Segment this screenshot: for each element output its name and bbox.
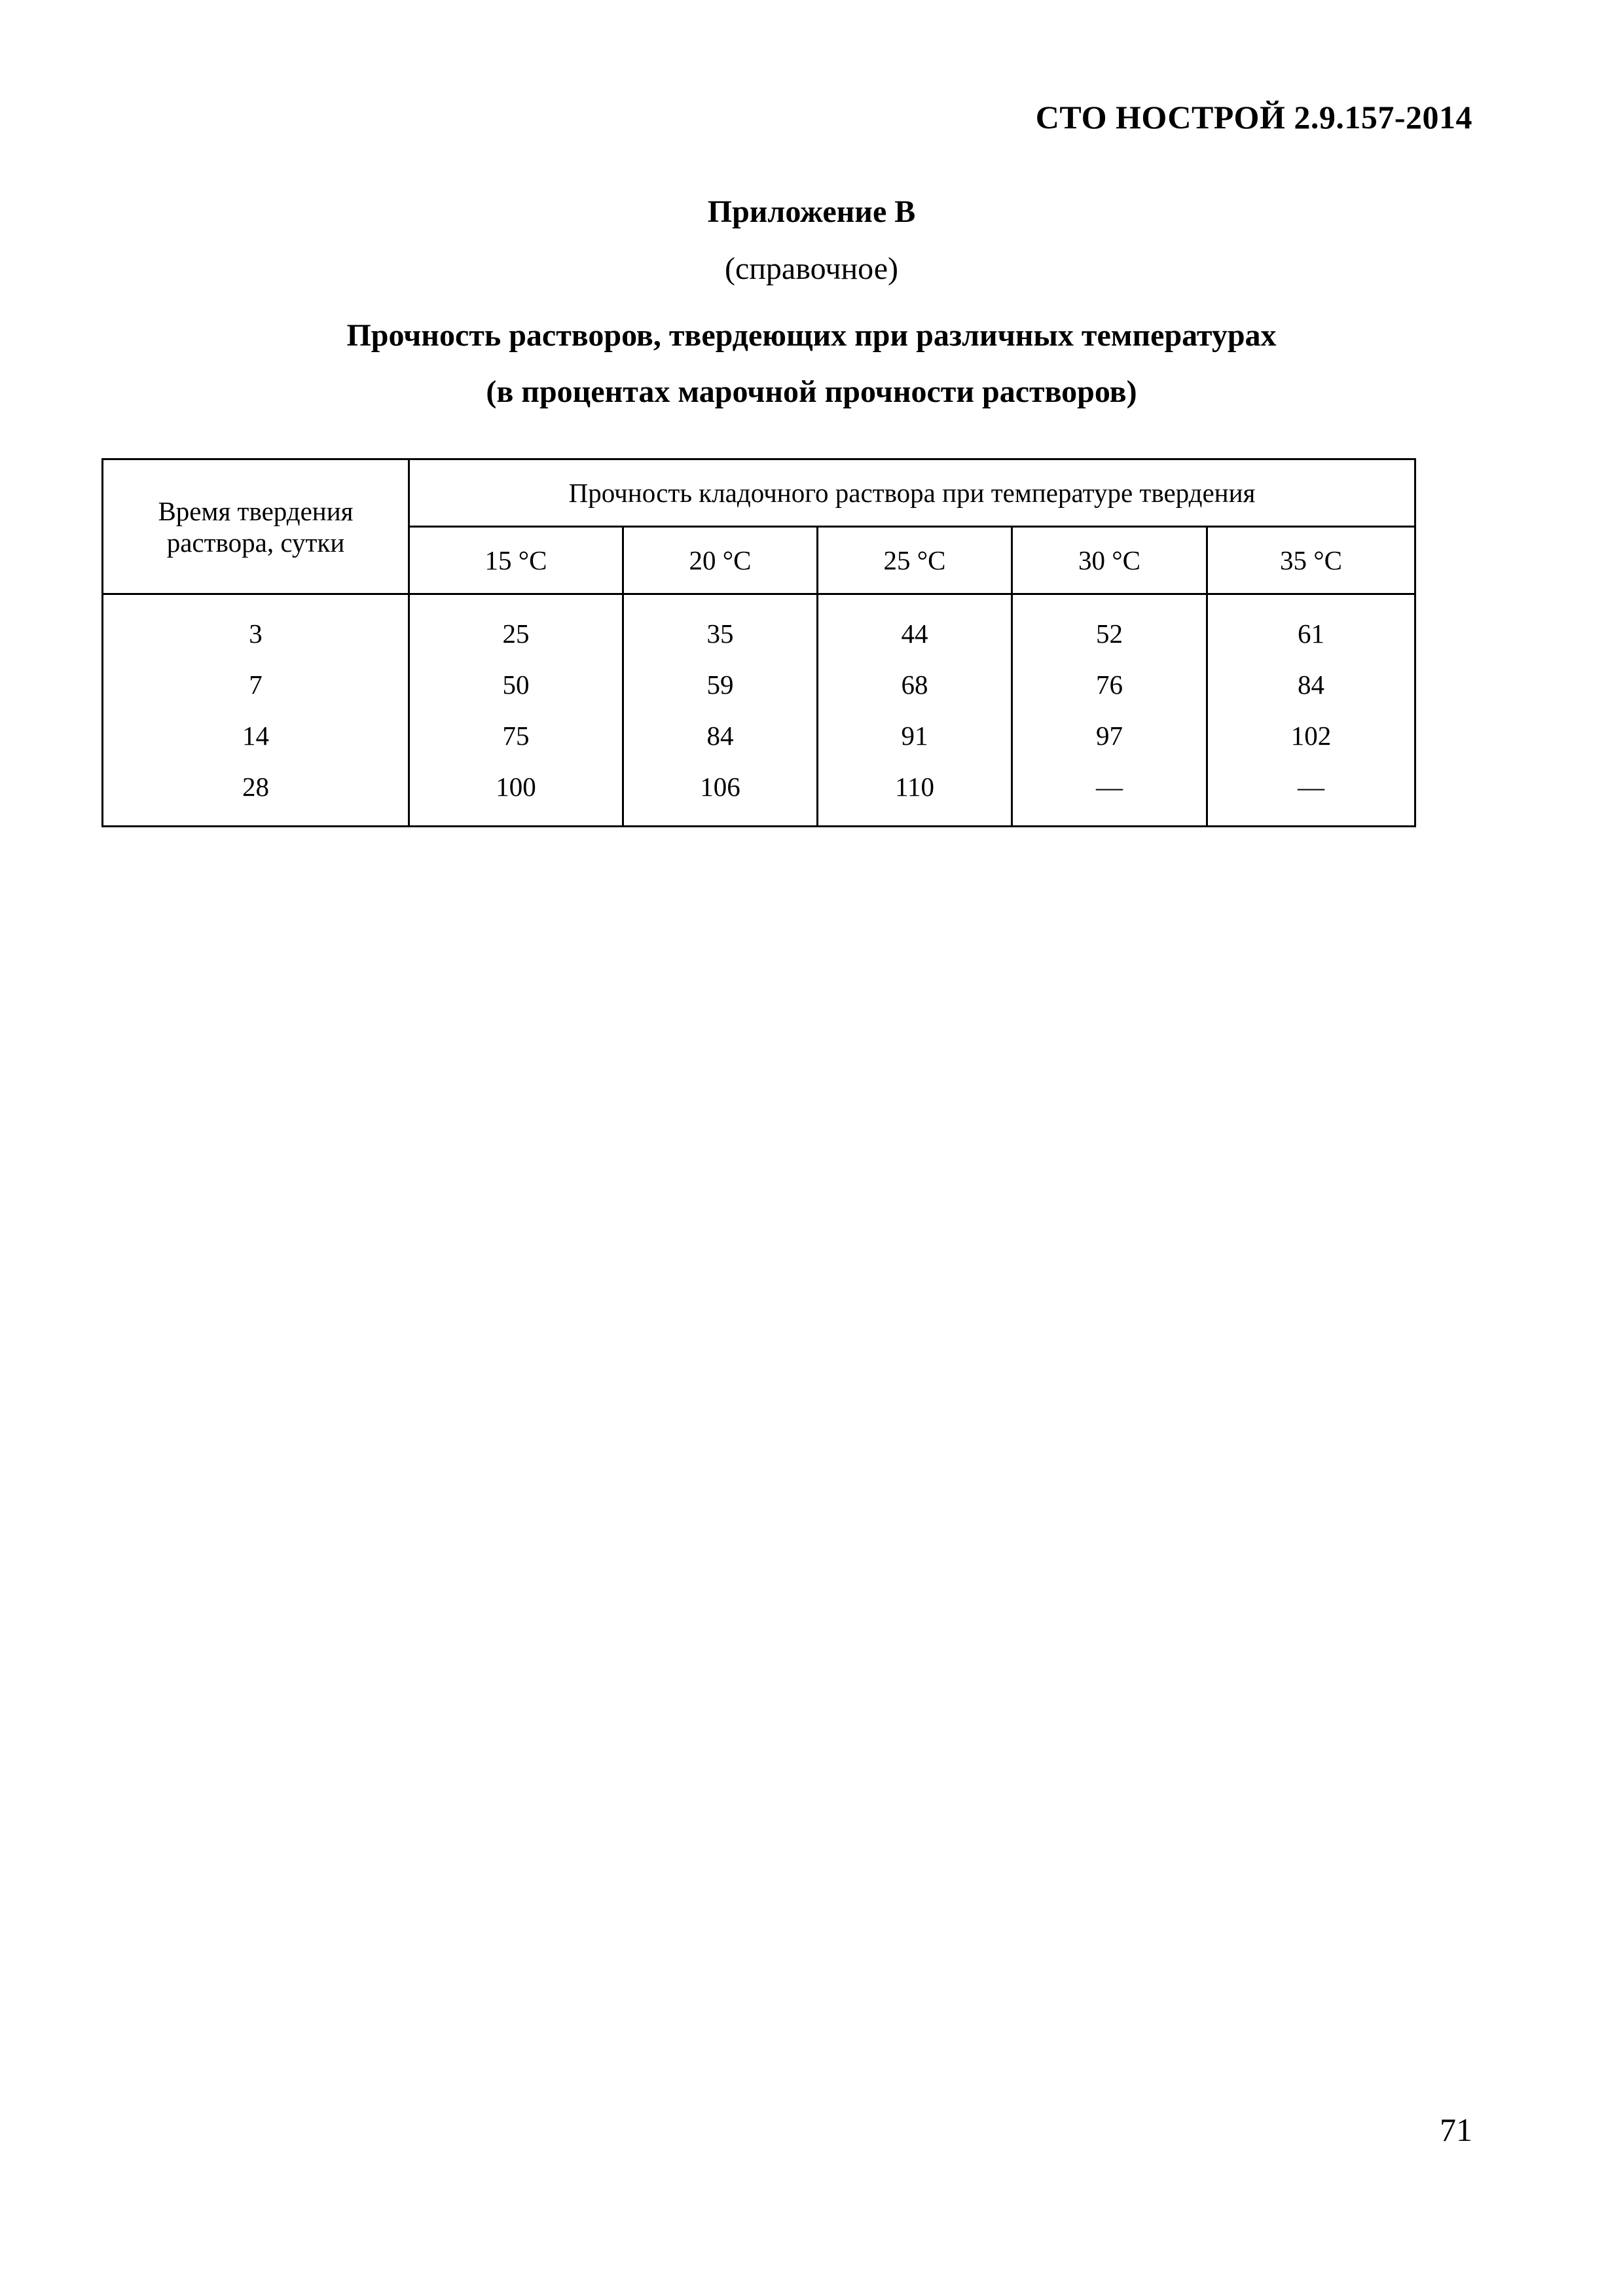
value-cell: 100 [409, 761, 623, 827]
table-row [103, 594, 1415, 660]
days-cell: 3 [103, 594, 409, 660]
value-cell: 52 [1012, 594, 1207, 660]
value-cell: — [1298, 772, 1324, 802]
value-cell: 50 [409, 659, 623, 710]
value-cell: 102 [1290, 721, 1332, 751]
appendix-caption [0, 308, 1623, 420]
temperature-header: 30 °С [1012, 527, 1207, 594]
document-code: СТО НОСТРОЙ 2.9.157-2014 [1035, 99, 1472, 135]
days-cell: 14 [103, 710, 409, 761]
value-cell: 59 [623, 659, 818, 710]
value-cell: 44 [818, 594, 1012, 660]
value-cell: 84 [1298, 670, 1324, 700]
table-row [103, 659, 1415, 710]
days-cell: 7 [103, 659, 409, 710]
page-number: 71 [1440, 2111, 1472, 2148]
strength-table [101, 458, 1416, 827]
value-cell: 110 [818, 761, 1012, 827]
value-cell: 61 [1298, 619, 1324, 649]
group-header-cell: Прочность кладочного раствора при температуре твердения [409, 459, 1415, 527]
value-cell: 106 [623, 761, 818, 827]
value-cell: 25 [409, 594, 623, 660]
appendix-caption-line-1: Прочность растворов, твердеющих при различных температурах [346, 318, 1277, 353]
temperature-header: 35 °С [1207, 527, 1415, 594]
temperature-header: 25 °С [818, 527, 1012, 594]
days-cell: 28 [103, 761, 409, 827]
appendix-caption-line-2: (в процентах марочной прочности растворов) [486, 374, 1137, 409]
temperature-header: 15 °С [409, 527, 623, 594]
table-row [103, 710, 1415, 761]
row-header-label: Время твердения раствора, сутки [158, 495, 354, 558]
value-cell: 35 [623, 594, 818, 660]
value-cell: 76 [1012, 659, 1207, 710]
temperature-header: 20 °С [623, 527, 818, 594]
table-row [103, 761, 1415, 827]
value-cell: 75 [409, 710, 623, 761]
value-cell: — [1012, 761, 1207, 827]
table-header-row [103, 459, 1415, 527]
appendix-title: Приложение В [707, 194, 916, 229]
value-cell: 97 [1012, 710, 1207, 761]
appendix-kind: (справочное) [724, 251, 899, 286]
value-cell: 84 [623, 710, 818, 761]
row-header-cell [103, 459, 409, 594]
value-cell: 68 [818, 659, 1012, 710]
value-cell: 91 [818, 710, 1012, 761]
